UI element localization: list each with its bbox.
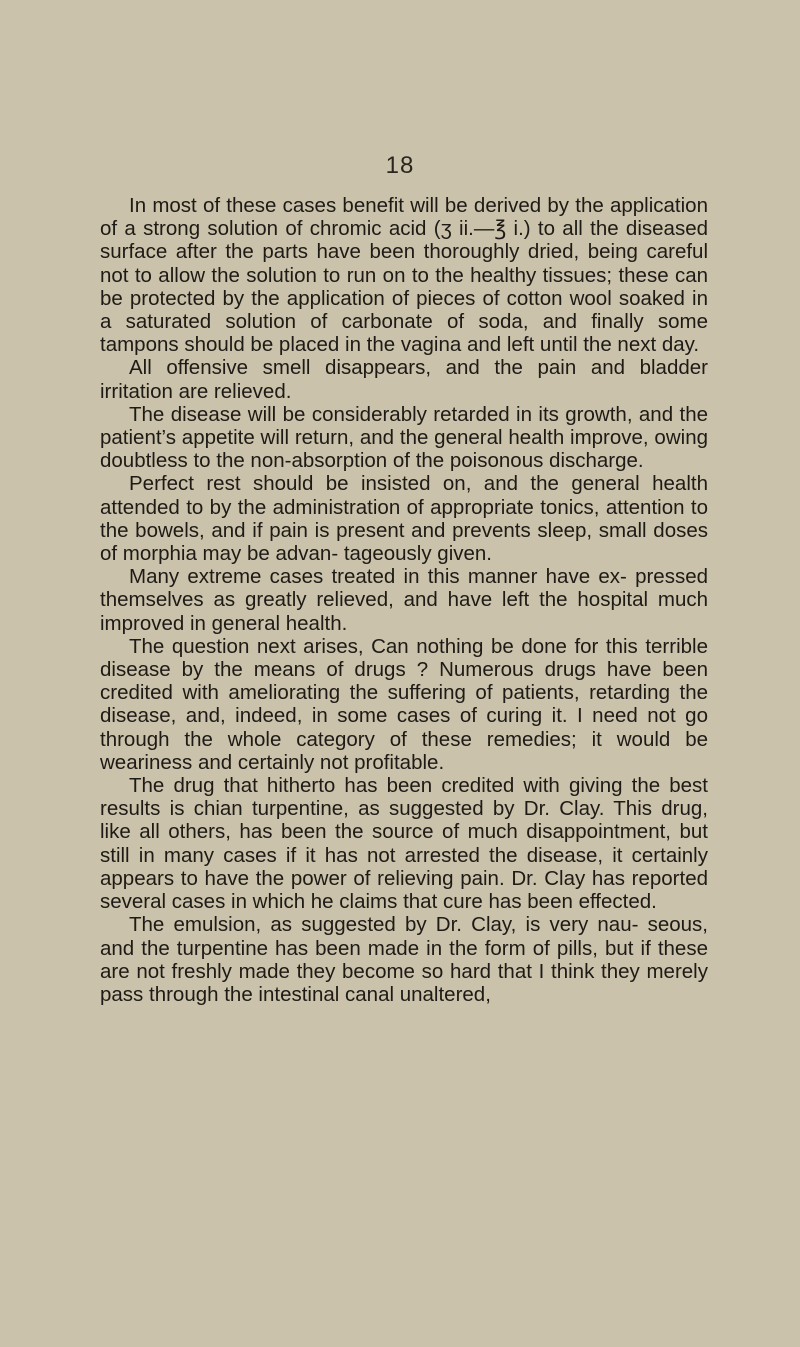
- paragraph-chian-turpentine: The drug that hitherto has been credited with giving the best results is chian turpentine, as suggested by Dr. Clay. This drug, like all others, has been the source of much disappointment, but still in many cases if it has not arrested the disease, it certainly appears to have the power of relieving pain. Dr. Clay has reported several cases in which he claims that cure has been effected.: [100, 774, 708, 914]
- paragraph-perfect-rest: Perfect rest should be insisted on, and the general health attended to by the administration of appropriate tonics, attention to the bowels, and if pain is present and prevents sleep, small doses of morphia may be advan- tageously given.: [100, 472, 708, 566]
- paragraph-extreme-cases: Many extreme cases treated in this manner have ex- pressed themselves as greatly relieved, and have left the hospital much improved in general health.: [100, 565, 708, 635]
- paragraph-chromic-acid: In most of these cases benefit will be derived by the application of a strong solution of chromic acid (ʒ ii.—℥ i.) to all the diseased surface after the parts have been thoroughly dried, being careful not to allow the solution to run on to the healthy tissues; these can be protected by the application of pieces of cotton wool soaked in a saturated solution of carbonate of soda, and finally some tampons should be placed in the vagina and left until the next day.: [100, 194, 708, 357]
- paragraph-emulsion: The emulsion, as suggested by Dr. Clay, is very nau- seous, and the turpentine has been made in the form of pills, but if these are not freshly made they become so hard that I think they merely pass through the intestinal canal unaltered,: [100, 913, 708, 1006]
- page-number: 18: [385, 152, 415, 179]
- paragraph-question-drugs: The question next arises, Can nothing be done for this terrible disease by the means of drugs ? Numerous drugs have been credited with ameliorating the suffering of patients, retarding the disease, and, indeed, in some cases of curing it. I need not go through the whole category of these remedies; it would be weariness and certainly not profitable.: [100, 634, 708, 774]
- paragraph-offensive-smell: All offensive smell disappears, and the pain and bladder irritation are relieved.: [100, 356, 708, 403]
- body-text: [100, 194, 708, 1006]
- paragraph-disease-retarded: The disease will be considerably retarded in its growth, and the patient’s appetite will return, and the general health improve, owing doubtless to the non-absorption of the poisonous discharge.: [100, 402, 708, 473]
